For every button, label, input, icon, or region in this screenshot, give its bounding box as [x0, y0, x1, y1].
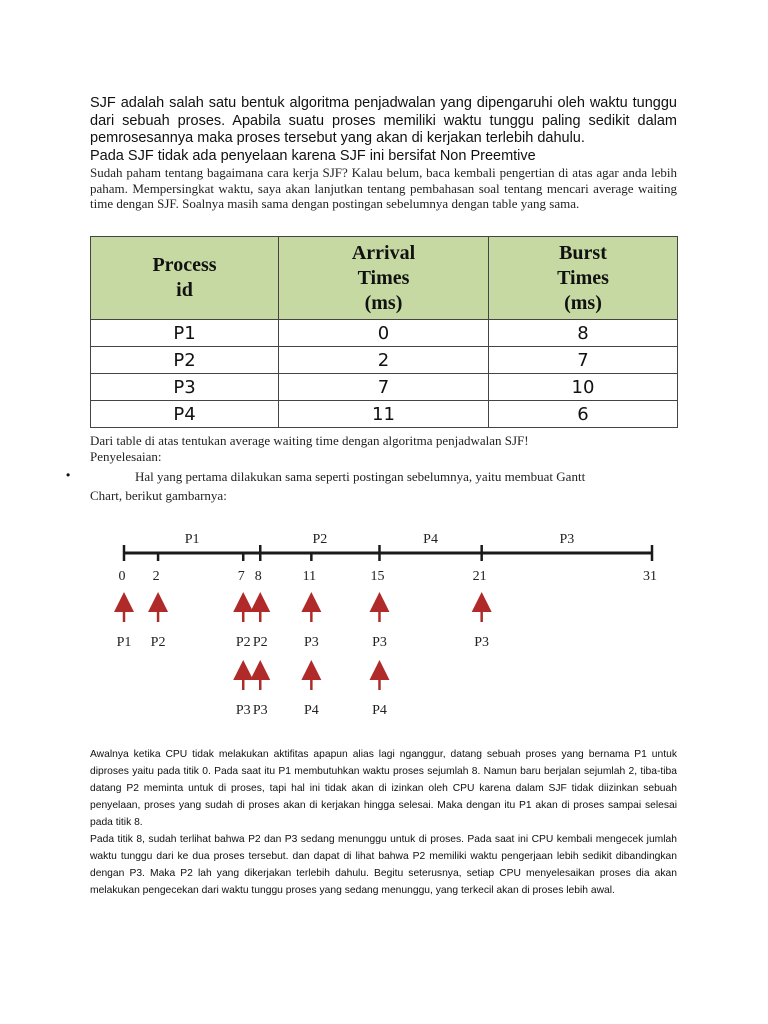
- cell-burst-time: 10: [489, 374, 678, 401]
- gantt-chart: [0, 525, 768, 725]
- gantt-tick-label: 8: [254, 569, 262, 584]
- gantt-segment-label: P4: [423, 532, 438, 547]
- gantt-tick-label: 15: [370, 569, 385, 584]
- process-table: [90, 236, 678, 428]
- gantt-segment-label: P1: [184, 532, 200, 547]
- cell-process-id: P3: [91, 374, 279, 401]
- header-arrival-times: Arrival Times (ms): [279, 237, 489, 320]
- intro-text: SJF adalah salah satu bentuk algoritma penjadwalan yang dipengaruhi oleh waktu tunggu dari sebuah proses. Apabila suatu proses memiliki waktu tunggu paling sedikit dalam pemrosesannya maka proses tersebut yang akan di kerjakan terlebih dahulu.: [90, 95, 677, 146]
- gantt-tick-label: 31: [643, 569, 657, 584]
- bullet-text: Hal yang pertama dilakukan sama seperti postingan sebelumnya, yaitu membuat Gantt Chart, berikut gambarnya:: [90, 469, 586, 503]
- explanation-paragraph-1: Awalnya ketika CPU tidak melakukan aktifitas apapun alias lagi nganggur, datang sebuah proses yang bernama P1 untuk diproses yaitu pada titik 0. Pada saat itu P1 membutuhkan waktu proses sejumlah 8. Namun baru berjalan sejumlah 2, tiba-tiba datang P2 meminta untuk di proses, tapi hal ini tidak akan di izinkan oleh CPU karena dalam SJF tidak diizinkan sebuah penyelaan, proses yang sudah di proses akan di kerjakan hingga selesai. Maka dengan itu P1 akan di proses sampai selesai pada titik 8.: [90, 749, 677, 828]
- gantt-tick-label: 11: [302, 569, 317, 584]
- question-text: Dari table di atas tentukan average waiting time dengan algoritma penjadwalan SJF!: [90, 433, 529, 448]
- gantt-arrow-label: P2: [252, 635, 268, 650]
- cell-process-id: P1: [91, 320, 279, 347]
- gantt-arrow-label: P3: [303, 635, 319, 650]
- cell-process-id: P2: [91, 347, 279, 374]
- gantt-tick-label: 2: [152, 569, 160, 584]
- explanation-paragraph-2: Pada titik 8, sudah terlihat bahwa P2 dan P3 sedang menunggu untuk di proses. Pada saat ini CPU kembali mengecek jumlah waktu tunggu dari ke dua proses tersebut. dan dapat di lihat bahwa P2 memiliki waktu pengerjaan lebih sedikit dibandingkan dengan P3. Maka P2 lah yang dikerjakan terlebih dahulu. Begitu seterusnya, setiap CPU menyelesaikan proses dia akan melakukan pengecekan dari waktu tunggu proses yang sedang menunggu, yang terkecil akan di proses lebih awal.: [90, 834, 677, 896]
- cell-burst-time: 7: [489, 347, 678, 374]
- table-row: [91, 320, 678, 347]
- gantt-tick-label: 21: [472, 569, 487, 584]
- intro-non-preemptive-text: Pada SJF tidak ada penyelaan karena SJF ini bersifat Non Preemtive: [90, 147, 536, 164]
- table-row: [91, 374, 678, 401]
- gantt-arrow-label: P3: [474, 635, 490, 650]
- solution-label: Penyelesaian:: [90, 449, 162, 464]
- lead-paragraph: Sudah paham tentang bagaimana cara kerja SJF? Kalau belum, baca kembali pengertian di atas agar anda lebih paham. Mempersingkat waktu, saya akan lanjutkan tentang pembahasan soal tentang mencari average waiting time dengan SJF. Soalnya masih sama dengan postingan sebelumnya dengan table yang sama.: [90, 165, 677, 211]
- gantt-arrow-label: P2: [235, 635, 251, 650]
- bullet-icon: •: [66, 468, 71, 482]
- cell-burst-time: 8: [489, 320, 678, 347]
- gantt-arrow-label: P3: [372, 635, 387, 650]
- gantt-segment-label: P3: [559, 532, 575, 547]
- gantt-segment-label: P2: [312, 532, 328, 547]
- intro-paragraph: [90, 95, 677, 165]
- header-burst-times: Burst Times (ms): [489, 237, 678, 320]
- gantt-arrow-label: P3: [235, 703, 251, 718]
- header-process-id: Process id: [91, 237, 279, 320]
- table-row: [91, 401, 678, 428]
- gantt-arrow-label: P4: [303, 703, 319, 718]
- gantt-arrow-label: P2: [150, 635, 166, 650]
- cell-arrival-time: 0: [279, 320, 489, 347]
- table-row: [91, 347, 678, 374]
- gantt-arrow-label: P1: [116, 635, 132, 650]
- cell-process-id: P4: [91, 401, 279, 428]
- gantt-tick-label: 7: [237, 569, 245, 584]
- cell-burst-time: 6: [489, 401, 678, 428]
- question-block: [90, 433, 677, 465]
- cell-arrival-time: 11: [279, 401, 489, 428]
- cell-arrival-time: 7: [279, 374, 489, 401]
- cell-arrival-time: 2: [279, 347, 489, 374]
- table-header-row: [91, 237, 678, 320]
- gantt-tick-label: 0: [118, 569, 126, 584]
- gantt-arrow-label: P3: [252, 703, 268, 718]
- gantt-arrow-label: P4: [372, 703, 387, 718]
